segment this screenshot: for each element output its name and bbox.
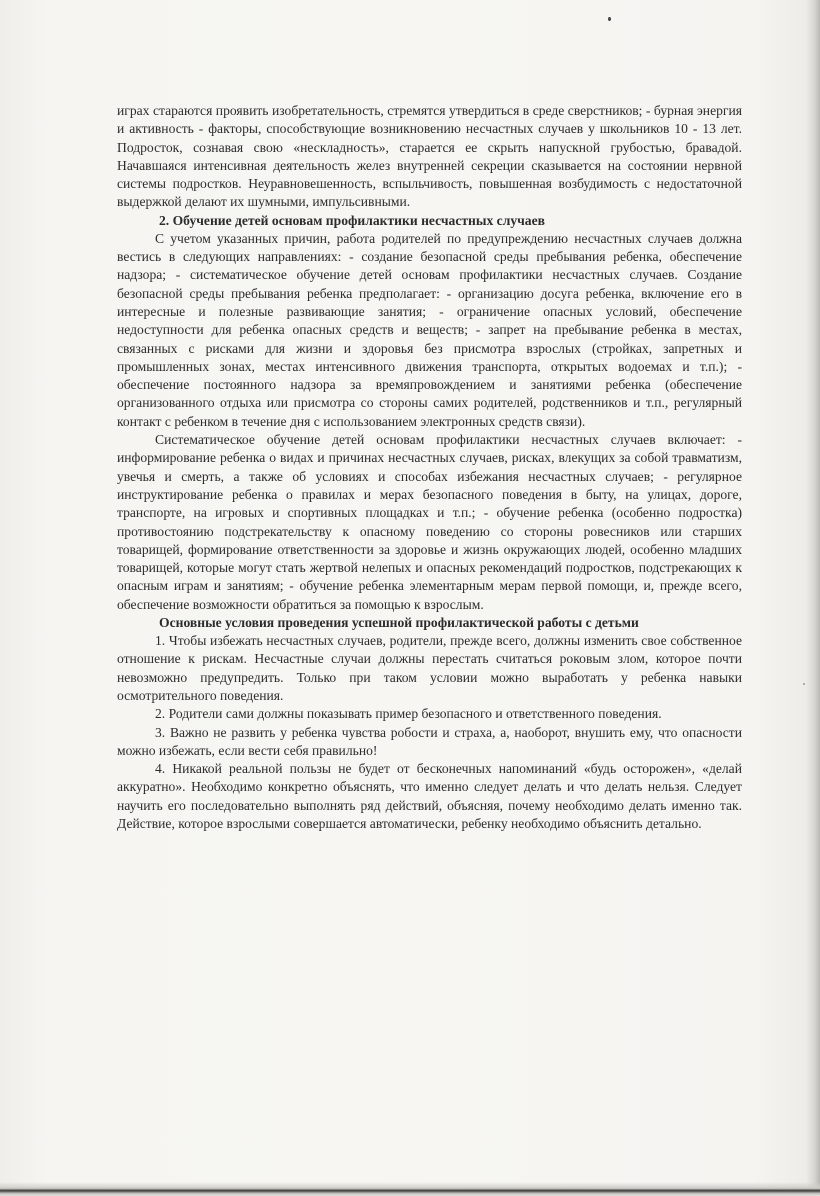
paragraph-systematic-training: Систематическое обучение детей основам профилактики несчастных случаев включает: - информирование ребенка о видах и причинах несчастных случаев, рисках, влекущих за собой травматизм, увечья и смерть, а также об условиях и способах избежания несчастных случаев; - регулярное инструктирование ребенка о правилах и мерах безопасного поведения в быту, на улицах, дороге, транспорте, на игровых и спортивных площадках и т.п.; - обучение ребенка (особенно подростка) противостоянию подстрекательству к опасному поведению со стороны ровесников или старших товарищей, формирование ответственности за здоровье и жизнь окружающих людей, особенно младших товарищей, которые могут стать жертвой нелепых и опасных рекомендаций подростков, подстрекающих к опасным играм и занятиям; - обучение ребенка элементарным мерам первой помощи, и, прежде всего, обеспечение возможности обратиться за помощью к взрослым. (117, 432, 742, 612)
scan-speck (608, 17, 611, 21)
page-edge-shadow-bottom (0, 1182, 820, 1196)
list-item-condition-1: 1. Чтобы избежать несчастных случаев, родители, прежде всего, должны изменить свое собственное отношение к рискам. Несчастные случаи должны перестать считаться роковым злом, которое почти невозможно предупредить. Только при таком условии можно выработать у ребенка навыки осмотрительного поведения. (117, 633, 742, 703)
list-item-condition-3: 3. Важно не развить у ребенка чувства робости и страха, а, наоборот, внушить ему, что опасности можно избежать, если вести себя правильно! (117, 724, 742, 758)
section-heading-basic-conditions: Основные условия проведения успешной профилактической работы с детьми (159, 615, 639, 631)
paragraph-parents-work: С учетом указанных причин, работа родителей по предупреждению несчастных случаев должна вестись в следующих направлениях: - создание безопасной среды пребывания ребенка, обеспечение надзора; - систематическое обучение детей основам профилактики несчастных случаев. Создание безопасной среды пребывания ребенка предполагает: - организацию досуга ребенка, включение его в интересные и полезные развивающие занятия; - ограничение опасных условий, обеспечение недоступности для ребенка опасных средств и веществ; - запрет на пребывание ребенка в местах, связанных с рисками для жизни и здоровья без присмотра взрослых (стройках, запретных и промышленных зонах, местах интенсивного движения транспорта, открытых водоемах и т.п.); - обеспечение постоянного надзора за времяпровождением и занятиями ребенка (обеспечение организованного отдыха или присмотра со стороны самих родителей, родственников и т.п., регулярный контакт с ребенком в течение дня с использованием электронных средств связи). (117, 230, 742, 429)
list-item-condition-2: 2. Родители сами должны показывать пример безопасного и ответственного поведения. (155, 706, 662, 722)
page-edge-shadow-right (806, 0, 820, 1196)
document-body (117, 102, 742, 833)
intro-paragraph: играх стараются проявить изобретательность, стремятся утвердиться в среде сверстников; - бурная энергия и активность - факторы, способствующие возникновению несчастных случаев у школьников 10 - 13 лет. Подросток, сознавая свою «нескладность», старается ее скрыть напускной грубостью, бравадой. Начавшаяся интенсивная деятельность желез внутренней секреции сказывается на состоянии нервной системы подростков. Неуравновешенность, вспыльчивость, повышенная возбудимость с недостаточной выдержкой делают их шумными, импульсивными. (117, 103, 742, 210)
list-item-condition-4: 4. Никакой реальной пользы не будет от бесконечных напоминаний «будь осторожен», «делай аккуратно». Необходимо конкретно объяснять, что именно следует делать и что делать нельзя. Следует научить его последовательно выполнять ряд действий, объясняя, почему необходимо делать именно так. Действие, которое взрослыми совершается автоматически, ребенку необходимо объяснить детально. (117, 761, 742, 831)
section-heading-prevention-training: 2. Обучение детей основам профилактики несчастных случаев (159, 212, 545, 228)
scan-speck (803, 683, 805, 685)
